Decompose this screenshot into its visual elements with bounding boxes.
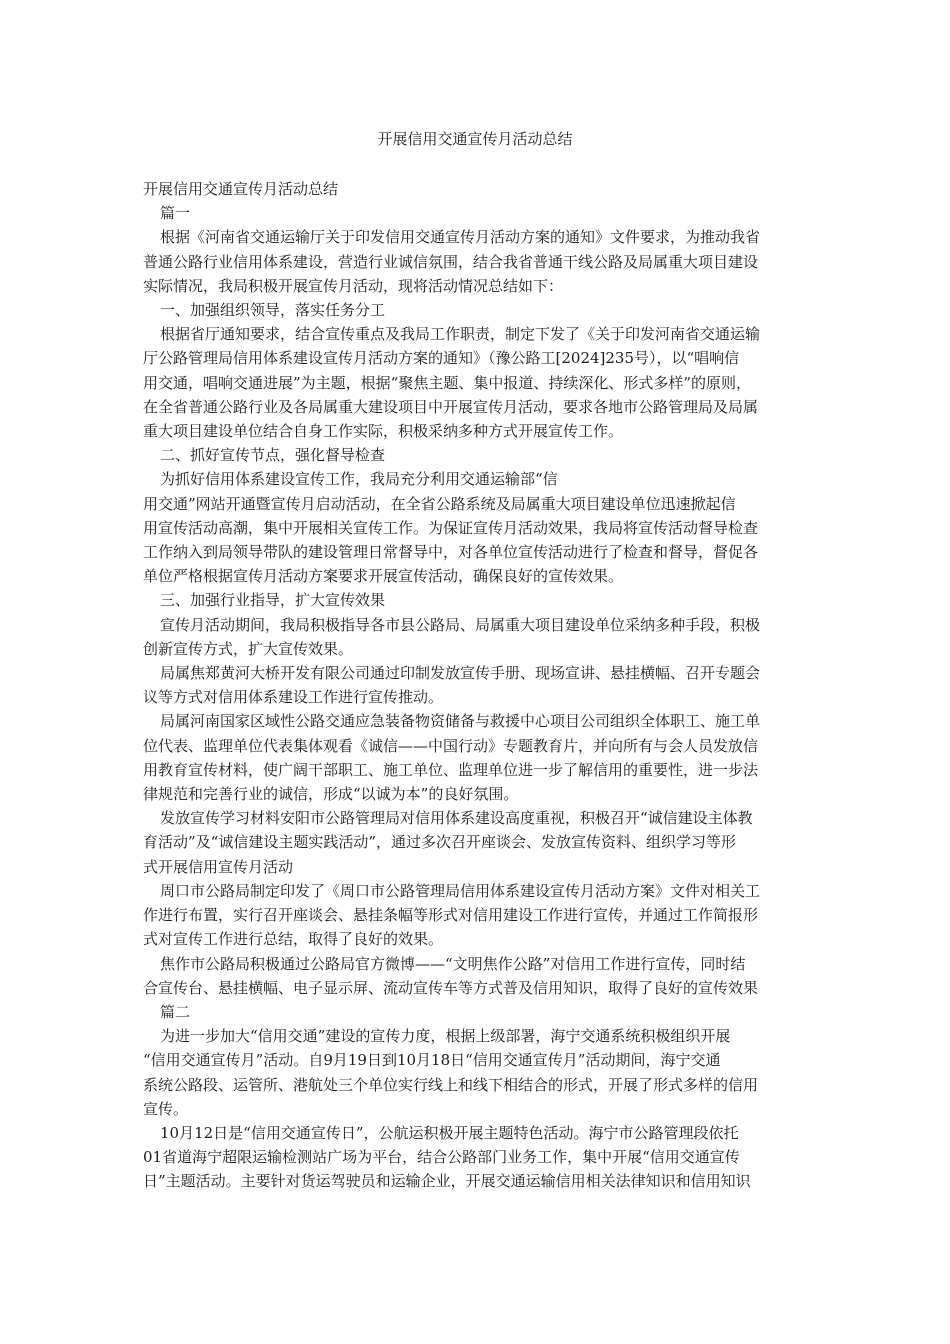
body-line: 工作纳入到局领导带队的建设管理日常督导中，对各单位宣传活动进行了检查和督导，督促各 <box>143 543 759 562</box>
body-line: 式开展信用宣传月活动 <box>143 857 294 876</box>
body-line: 三、加强行业指导，扩大宣传效果 <box>160 591 386 610</box>
document-title: 开展信用交通宣传月活动总结 <box>377 130 573 148</box>
body-line: 用交通”网站开通暨宣传月启动活动，在全省公路系统及局属重大项目建设单位迅速掀起信 <box>143 494 736 513</box>
body-line: 为进一步加大“信用交通”建设的宣传力度，根据上级部署，海宁交通系统积极组织开展 <box>160 1027 731 1046</box>
body-line: 实际情况，我局积极开展宣传月活动，现将活动情况总结如下： <box>143 276 564 295</box>
body-line: 宣传月活动期间，我局积极指导各市县公路局、局属重大项目建设单位采纳多种手段，积极 <box>160 615 761 634</box>
body-line: 10月12日是“信用交通宣传日”，公航运积极开展主题特色活动。海宁市公路管理段依托 <box>160 1123 739 1142</box>
body-line: 用交通，唱响交通进展”为主题，根据“聚焦主题、集中报道、持续深化、形式多样”的原则， <box>143 373 752 392</box>
body-line: 在全省普通公路行业及各局属重大建设项目中开展宣传月活动，要求各地市公路管理局及局属 <box>143 397 759 416</box>
body-line: 篇一 <box>160 204 191 223</box>
body-line: 作进行布置，实行召开座谈会、悬挂条幅等形式对信用建设工作进行宣传，并通过工作简报形 <box>143 906 759 925</box>
body-line: 一、加强组织领导，落实任务分工 <box>160 301 386 320</box>
body-line: 周口市公路局制定印发了《周口市公路管理局信用体系建设宣传月活动方案》文件对相关工 <box>160 881 761 900</box>
body-line: 开展信用交通宣传月活动总结 <box>143 180 339 198</box>
body-line: 宣传。 <box>143 1099 189 1118</box>
body-line: 二、抓好宣传节点，强化督导检查 <box>160 446 386 465</box>
body-line: 重大项目建设单位结合自身工作实际，积极采纳多种方式开展宣传工作。 <box>143 422 624 441</box>
body-line: 根据省厅通知要求，结合宣传重点及我局工作职责，制定下发了《关于印发河南省交通运输 <box>160 325 761 344</box>
body-line: 01省道海宁超限运输检测站广场为平台，结合公路部门业务工作，集中开展“信用交通宣传 <box>143 1148 740 1167</box>
body-line: 创新宣传方式，扩大宣传效果。 <box>143 639 354 658</box>
body-line: 发放宣传学习材料安阳市公路管理局对信用体系建设高度重视，积极召开“诚信建设主体教 <box>160 809 753 828</box>
body-line: 根据《河南省交通运输厅关于印发信用交通宣传月活动方案的通知》文件要求，为推动我省 <box>160 228 761 247</box>
body-line: 焦作市公路局积极通过公路局官方微博——“文明焦作公路”对信用工作进行宣传，同时结 <box>160 954 746 973</box>
body-line: 合宣传台、悬挂横幅、电子显示屏、流动宣传车等方式普及信用知识，取得了良好的宣传效果 <box>143 978 759 997</box>
body-line: 局属焦郑黄河大桥开发有限公司通过印制发放宣传手册、现场宣讲、悬挂横幅、召开专题会 <box>160 664 761 683</box>
body-line: 局属河南国家区域性公路交通应急装备物资储备与救援中心项目公司组织全体职工、施工单 <box>160 712 761 731</box>
body-line: 篇二 <box>160 1002 191 1021</box>
body-line: 育活动”及“诚信建设主题实践活动”，通过多次召开座谈会、发放宣传资料、组织学习等形 <box>143 833 737 852</box>
body-line: 系统公路段、运管所、港航处三个单位实行线上和线下相结合的形式，开展了形式多样的信用 <box>143 1075 759 1094</box>
body-line: 位代表、监理单位代表集体观看《诚信——中国行动》专题教育片，并向所有与会人员发放信 <box>143 736 759 755</box>
body-line: 议等方式对信用体系建设工作进行宣传推动。 <box>143 688 444 707</box>
body-line: 律规范和完善行业的诚信，形成“以诚为本”的良好氛围。 <box>143 785 519 804</box>
body-line: 单位严格根据宣传月活动方案要求开展宣传活动，确保良好的宣传效果。 <box>143 567 624 586</box>
body-line: 式对宣传工作进行总结，取得了良好的效果。 <box>143 930 444 949</box>
body-line: 普通公路行业信用体系建设，营造行业诚信氛围，结合我省普通干线公路及局属重大项目建设 <box>143 252 759 271</box>
body-line: 日”主题活动。主要针对货运驾驶员和运输企业，开展交通运输信用相关法律知识和信用知识 <box>143 1172 751 1191</box>
body-line: “信用交通宣传月”活动。自9月19日到10月18日“信用交通宣传月”活动期间，海宁交通 <box>143 1051 721 1070</box>
body-line: 用宣传活动高潮，集中开展相关宣传工作。为保证宣传月活动效果，我局将宣传活动督导检查 <box>143 518 759 537</box>
body-line: 为抓好信用体系建设宣传工作，我局充分利用交通运输部“信 <box>160 470 558 489</box>
body-line: 厅公路管理局信用体系建设宣传月活动方案的通知》（豫公路工[2024]235号），以“唱响信 <box>143 349 740 368</box>
document-body <box>143 177 808 1194</box>
body-line: 用教育宣传材料，使广阔干部职工、施工单位、监理单位进一步了解信用的重要性，进一步法 <box>143 760 759 779</box>
